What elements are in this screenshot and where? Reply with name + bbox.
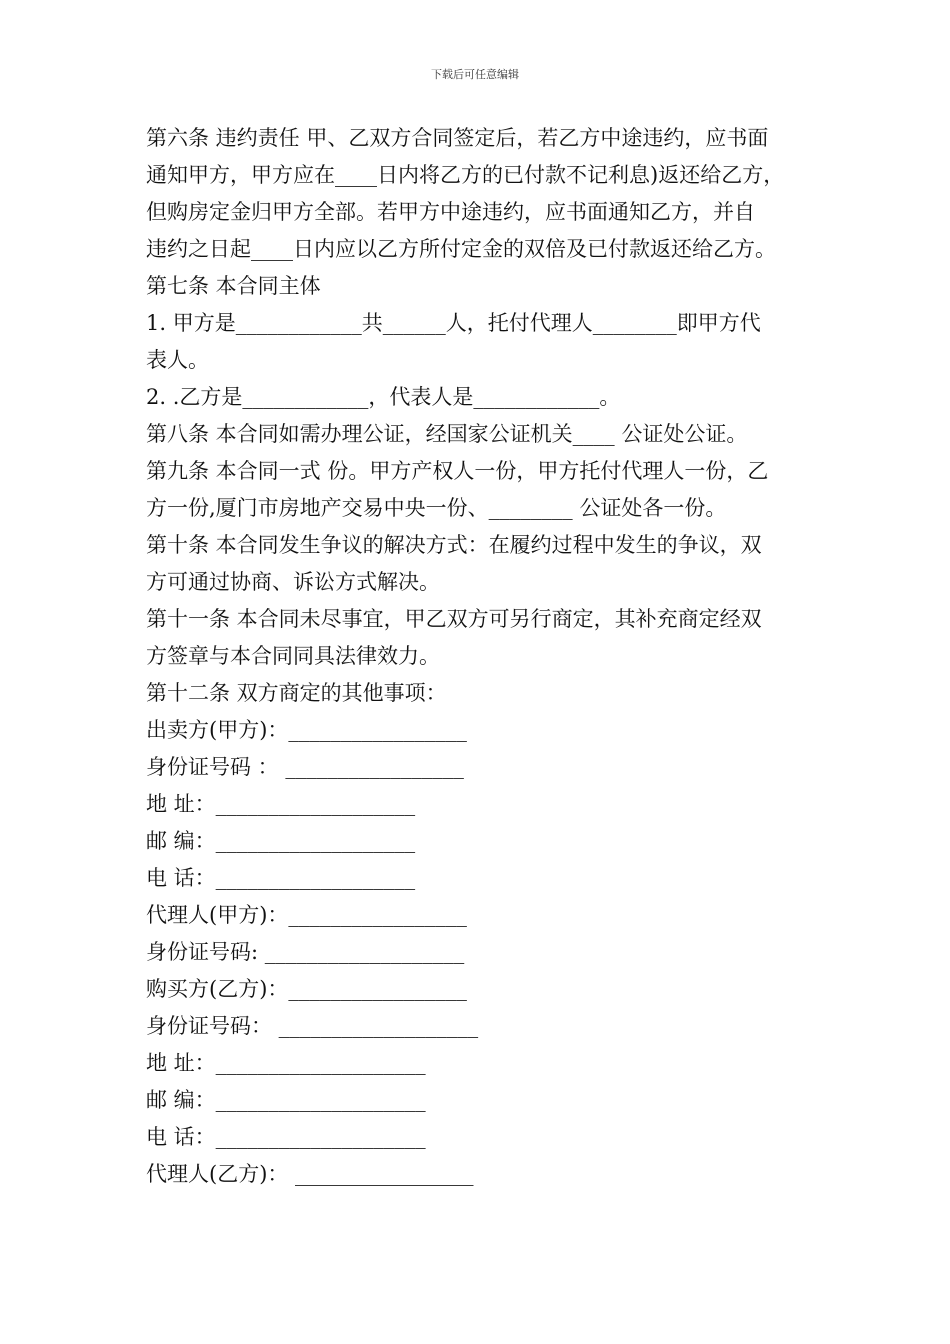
text-line: 2. .乙方是____________，代表人是____________。 <box>146 385 621 409</box>
signature-field: 电 话：___________________ <box>146 866 416 890</box>
signature-field: 身份证号码： ___________________ <box>146 1014 479 1038</box>
signature-field: 电 话：____________________ <box>146 1125 426 1149</box>
text-line: 第十条 本合同发生争议的解决方式：在履约过程中发生的争议，双 <box>146 533 762 557</box>
signature-field: 出卖方(甲方)：_________________ <box>146 718 467 742</box>
text-line: 第十一条 本合同未尽事宜，甲乙双方可另行商定，其补充商定经双 <box>146 607 762 631</box>
text-line: 第十二条 双方商定的其他事项： <box>146 681 447 705</box>
text-line: 1. 甲方是____________共______人，托付代理人________即甲方代 <box>146 311 761 335</box>
signature-field: 地 址：____________________ <box>146 1051 426 1075</box>
text-line: 方一份,厦门市房地产交易中央一份、________ 公证处各一份。 <box>146 496 727 520</box>
signature-field: 邮 编：___________________ <box>146 829 416 853</box>
page-header: 下载后可任意编辑 <box>431 68 519 81</box>
signature-field: 身份证号码 ： _________________ <box>146 755 464 779</box>
text-line: 表人。 <box>146 348 209 372</box>
text-line: 第七条 本合同主体 <box>146 274 321 298</box>
text-line: 通知甲方，甲方应在____日内将乙方的已付款不记利息)返还给乙方， <box>146 163 785 187</box>
signature-field: 身份证号码: ___________________ <box>146 940 465 964</box>
text-line: 第九条 本合同一式 份。甲方产权人一份，甲方托付代理人一份，乙 <box>146 459 769 483</box>
signature-field: 代理人(乙方)： _________________ <box>146 1162 474 1186</box>
text-line: 方可通过协商、诉讼方式解决。 <box>146 570 440 594</box>
signature-field: 邮 编：____________________ <box>146 1088 426 1112</box>
document-body <box>146 120 826 1193</box>
text-line: 第六条 违约责任 甲、乙双方合同签定后，若乙方中途违约，应书面 <box>146 126 769 150</box>
signature-field: 代理人(甲方)：_________________ <box>146 903 467 927</box>
text-line: 第八条 本合同如需办理公证，经国家公证机关____ 公证处公证。 <box>146 422 748 446</box>
text-line: 违约之日起____日内应以乙方所付定金的双倍及已付款返还给乙方。 <box>146 237 776 261</box>
signature-field: 地 址：___________________ <box>146 792 416 816</box>
text-line: 但购房定金归甲方全部。若甲方中途违约，应书面通知乙方，并自 <box>146 200 755 224</box>
signature-field: 购买方(乙方)：_________________ <box>146 977 467 1001</box>
text-line: 方签章与本合同同具法律效力。 <box>146 644 440 668</box>
